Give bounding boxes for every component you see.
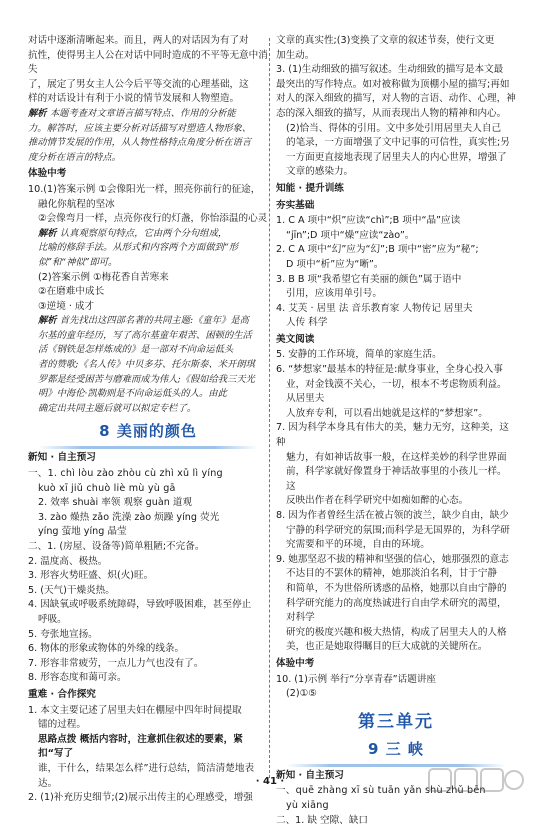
- text-line: [276, 687, 516, 702]
- line-text: 首先找出这四部名著的共同主题:《童年》是高: [60, 315, 249, 326]
- text-line: [28, 628, 268, 643]
- line-text: 本题考查对文章语言描写特点、作用的分析能: [50, 108, 236, 119]
- text-line: [276, 273, 516, 288]
- left-block-2: [28, 451, 268, 805]
- line-text: 5. (天气)干燥炎热。: [28, 585, 115, 596]
- line-text: 业，对金钱漠不关心，一切，根本不考虑物质利益。从居里夫: [286, 379, 507, 405]
- chapter-title-band: [38, 446, 258, 449]
- line-text: 新知 · 自主预习: [276, 770, 344, 781]
- line-text: 2. C A 项中“幻”应为“幻”;B 项中“密”应为“秘”;: [276, 244, 479, 255]
- line-label: 思路点拨: [38, 734, 80, 745]
- text-line: [28, 613, 268, 628]
- text-line: [276, 567, 516, 582]
- line-text: 引用，应该用单引号。: [286, 288, 382, 299]
- line-text: 反映出作者在科学研究中如痴如醉的心态。: [286, 495, 468, 506]
- text-line: [276, 316, 516, 331]
- line-text: ③逆境 · 成才: [38, 301, 94, 312]
- text-line: [28, 482, 268, 497]
- line-text: 3. zào 燥热 zǎo 洗澡 zào 烦躁 yíng 荧光: [38, 512, 219, 523]
- line-text: 3. B B 项“我希望它有美丽的颜色”属于语中: [276, 274, 461, 285]
- line-label: 解析: [38, 228, 60, 239]
- line-text: 确定出共同主题后就可以拟定专栏了。: [38, 403, 196, 414]
- unit-title: 第三单元: [276, 710, 516, 734]
- line-text: 4. 艾芙 · 居里 法 音乐教育家 人物传记 居里夫: [276, 303, 473, 314]
- line-text: 了，展定了男女主人公今后平等交流的心理基础，这: [28, 79, 249, 90]
- line-text: 10. (1)示例 举行“分享青春”话题讲座: [276, 674, 436, 685]
- text-line: [28, 671, 268, 686]
- text-line: [276, 553, 516, 568]
- text-line: [28, 78, 268, 93]
- text-line: [276, 136, 516, 151]
- line-text: 镭的过程。: [38, 719, 86, 730]
- text-line: [276, 421, 516, 450]
- line-text: 研究的极度兴趣和极大热情，构成了居里夫人的人格: [286, 627, 507, 638]
- text-line: [28, 555, 268, 570]
- column-divider: [269, 38, 270, 778]
- text-line: [276, 494, 516, 509]
- line-text: 1. 本文主要记述了居里夫妇在棚屋中四年时间提取: [28, 705, 242, 716]
- text-line: [28, 271, 268, 286]
- line-text: 1. C A 项中“炽”应读“chì”;B 项中“晶”应读: [276, 215, 460, 226]
- line-text: ②在磨难中成长: [38, 286, 104, 297]
- text-line: [276, 451, 516, 466]
- left-block-1: [28, 34, 268, 416]
- watermark-logo: [428, 766, 524, 794]
- section-heading: [28, 167, 268, 182]
- section-heading: [276, 657, 516, 672]
- text-line: [28, 642, 268, 657]
- right-block-1: [276, 34, 516, 702]
- line-text: 4. 因缺氧或呼吸系统障碍，导致呼吸困难，甚至停止: [28, 599, 251, 610]
- line-text: 6. “梦想家”最基本的特征是:献身事业，全身心投入事: [276, 364, 503, 375]
- left-column: [28, 34, 268, 806]
- line-text: D 项中“析”应为“晰”。: [286, 259, 383, 270]
- line-text: 美文阅读: [276, 334, 314, 345]
- text-line: [276, 34, 516, 49]
- line-text: 不达目的不罢休的精神，她那淡泊名利，甘于宁静: [286, 568, 497, 579]
- text-line: [28, 256, 268, 271]
- lesson-title: 9 三 峡: [276, 738, 516, 760]
- line-text: 最突出的写作特点。如对被称做为顶棚小屋的描写;再如: [276, 79, 509, 90]
- line-text: 一、quē zhàng xī sù tuān yǎn shù zhǔ bēn: [276, 785, 486, 796]
- text-line: [276, 49, 516, 64]
- line-text: 推动情节发展的作用，从人物性格特点角度分析在语言: [28, 137, 251, 148]
- line-text: 比喻的修辞手法。从形式和内容两个方面做到“形: [38, 242, 238, 253]
- text-line: [276, 509, 516, 524]
- section-heading: [276, 199, 516, 214]
- line-text: 前，科学家就好像置身于神话故事里的小孩儿一样。这: [286, 466, 507, 492]
- line-text: 10.(1)答案示例 ①会像阳光一样，照亮你前行的征途，: [28, 184, 260, 195]
- line-text: 8. 因为作者曾经生活在被占领的波兰，缺少自由，缺少: [276, 510, 509, 521]
- text-line: [28, 373, 268, 388]
- line-text: 谁，干什么，结果怎么样”进行总结，简洁清楚地表达。: [38, 763, 254, 789]
- line-text: (2)①⑤: [286, 688, 317, 699]
- text-line: [28, 467, 268, 482]
- text-line: [276, 165, 516, 180]
- line-text: 态的深入细致的描写，从而表现出人物的精神和内心。: [276, 108, 506, 119]
- line-text: 抗性，使得男主人公在对话中同时造成的不平等无意中消失: [28, 50, 268, 76]
- line-text: 9. 她那坚忍不拔的精神和坚强的信心，她那强烈的意志: [276, 554, 509, 565]
- line-text: 对话中逐渐清晰起来。而且，两人的对话因为有了对: [28, 35, 249, 46]
- text-line: [28, 285, 268, 300]
- text-line: [276, 640, 516, 655]
- text-line: [276, 524, 516, 539]
- line-text: 一方面更直接地表现了居里夫人的内心世界，增强了: [286, 152, 507, 163]
- line-text: 明》中海伦·凯勒则是不向命运低头的人。由此: [38, 388, 227, 399]
- line-text: 对人的深入细致的描写，对人物的言语、动作、心理，神: [276, 93, 516, 104]
- text-line: [276, 214, 516, 229]
- line-text: “jīn”;D 项中“燥”应读“zào”。: [286, 230, 414, 241]
- line-text: 一、1. chì lòu zào zhòu cù zhì xǔ lì yíng: [28, 468, 223, 479]
- text-line: [28, 92, 268, 107]
- line-label: 解析: [28, 108, 50, 119]
- text-line: [28, 496, 268, 511]
- line-text: 人传 科学: [286, 317, 327, 328]
- line-text: 度分析在语言的特点。: [28, 152, 121, 163]
- line-text: 罗都是经受困苦与磨难而成为伟人;《假如给我三天光: [38, 374, 255, 385]
- line-text: yíng 萤地 yíng 晶莹: [38, 526, 127, 537]
- text-line: [276, 673, 516, 688]
- page-number: · 41 ·: [0, 776, 540, 787]
- text-line: [28, 791, 268, 806]
- line-text: 活《钢铁是怎样炼成的》是一部对不向命运低头: [38, 344, 233, 355]
- text-line: [28, 358, 268, 373]
- text-line: [28, 183, 268, 198]
- text-line: [28, 227, 268, 242]
- section-heading: [28, 688, 268, 703]
- line-text: 新知 · 自主预习: [28, 452, 96, 463]
- text-line: [28, 733, 268, 762]
- text-line: [28, 212, 268, 227]
- text-line: [276, 287, 516, 302]
- chapter-title: 8 美丽的颜色: [28, 420, 268, 442]
- text-line: [28, 598, 268, 613]
- line-text: 美，也正是她取得瞩目的巨大成就的关键所在。: [286, 641, 487, 652]
- text-line: [276, 378, 516, 407]
- line-text: 二、1. (房屋、设备等)简单粗陋;不完备。: [28, 541, 204, 552]
- line-text: 魅力，有如神话故事一般，在这样美妙的科学世界面: [286, 452, 507, 463]
- text-line: [276, 363, 516, 378]
- text-line: [276, 243, 516, 258]
- line-text: 呼吸。: [38, 614, 67, 625]
- section-heading: [276, 333, 516, 348]
- line-text: kuò xī jiǔ chuò liè mù yù gā: [38, 483, 176, 494]
- text-line: [28, 49, 268, 78]
- text-line: [28, 329, 268, 344]
- text-line: [28, 241, 268, 256]
- right-column: [276, 34, 516, 828]
- line-text: 概括内容时，注意抓住叙述的要素，紧扣“写了: [38, 734, 243, 760]
- line-text: 5. 安静的工作环境，简单的家庭生活。: [276, 349, 442, 360]
- text-line: [28, 402, 268, 417]
- line-text: 者的赞歌;《名人传》中贝多芬、托尔斯泰、米开朗琪: [38, 359, 255, 370]
- text-line: [276, 78, 516, 93]
- line-text: 认真观察原句特点，它由两个分句组成，: [60, 228, 227, 239]
- line-text: 融化你航程的坚冰: [38, 199, 115, 210]
- text-line: [28, 107, 268, 122]
- line-text: 加生动。: [276, 50, 314, 61]
- text-line: [28, 387, 268, 402]
- line-text: 8. 形容态度和蔼可亲。: [28, 672, 127, 683]
- line-text: (2)答案示例 ①梅花香自苦寒来: [38, 272, 169, 283]
- text-line: [276, 348, 516, 363]
- text-line: [28, 151, 268, 166]
- line-text: 夯实基础: [276, 200, 314, 211]
- line-text: ②会像弯月一样，点亮你夜行的灯盏，你怡添温的心灵: [38, 213, 267, 224]
- line-text: 2. 效率 shuài 率领 观察 guàn 道观: [38, 497, 192, 508]
- text-line: [276, 626, 516, 641]
- text-line: [28, 704, 268, 719]
- line-text: 似”和“神似”即可。: [38, 257, 117, 268]
- line-text: 文章的感染力。: [286, 166, 353, 177]
- line-text: 体验中考: [276, 658, 314, 669]
- line-text: 知能 · 提升训练: [276, 183, 344, 194]
- text-line: [276, 814, 516, 828]
- text-line: [276, 229, 516, 244]
- line-text: 科学研究能力的高度热诚进行自由学术研究的渴望，对科学: [286, 598, 507, 624]
- line-text: 3. (1)生动细致的描写叙述。生动细致的描写是本文最: [276, 64, 503, 75]
- text-line: [276, 407, 516, 422]
- text-line: [28, 657, 268, 672]
- text-line: [28, 198, 268, 213]
- text-line: [28, 569, 268, 584]
- line-text: 究需要和平的环境，自由的环境。: [286, 539, 430, 550]
- line-text: yù xiāng: [286, 800, 329, 811]
- line-text: 二、1. 缺 空隙、缺口: [276, 815, 368, 826]
- text-line: [28, 540, 268, 555]
- line-text: 人放弃专利，可以看出她就是这样的“梦想家”。: [286, 408, 488, 419]
- text-line: [276, 465, 516, 494]
- line-text: 2. (1)补充历史细节;(2)展示出传主的心理感受，增强: [28, 792, 253, 803]
- line-text: 尔基的童年经历，写了高尔基童年艰苦、困顿的生活: [38, 330, 252, 341]
- text-line: [28, 136, 268, 151]
- line-text: 体验中考: [28, 168, 66, 179]
- text-line: [28, 314, 268, 329]
- text-line: [28, 122, 268, 137]
- text-line: [276, 582, 516, 597]
- text-line: [276, 538, 516, 553]
- text-line: [28, 343, 268, 358]
- text-line: [276, 63, 516, 78]
- text-line: [276, 92, 516, 107]
- text-line: [276, 597, 516, 626]
- line-text: 样的对话设计有利于小说的情节发展和人物塑造。: [28, 93, 239, 104]
- text-line: [28, 34, 268, 49]
- text-line: [276, 799, 516, 814]
- text-line: [28, 584, 268, 599]
- text-line: [276, 258, 516, 273]
- line-label: 解析: [38, 315, 60, 326]
- text-line: [276, 151, 516, 166]
- text-line: [28, 300, 268, 315]
- line-text: 7. 形容非常疲劳，一点儿力气也没有了。: [28, 658, 203, 669]
- line-text: 重难 · 合作探究: [28, 689, 96, 700]
- line-text: 2. 温度高、极热。: [28, 556, 107, 567]
- text-line: [28, 511, 268, 526]
- line-text: (2)恰当、得体的引用。文中多处引用居里夫人自己: [286, 123, 501, 134]
- text-line: [28, 525, 268, 540]
- line-text: 7. 因为科学本身具有伟大的美，魅力无穷，这种美，这种: [276, 422, 509, 448]
- line-text: 6. 物体的形象或物体的外缘的线条。: [28, 643, 184, 654]
- line-text: 的笔录，一方面增强了文中记事的可信性，真实性;另: [286, 137, 510, 148]
- text-line: [276, 107, 516, 122]
- line-text: 和简单，不为世俗所诱惑的品格，她那以自由宁静的: [286, 583, 507, 594]
- text-line: [276, 302, 516, 317]
- line-text: 文章的真实性;(3)变换了文章的叙述节奏，使行文更: [276, 35, 494, 46]
- line-text: 力。解答时，应该主要分析对话描写对塑造人物形象、: [28, 123, 251, 134]
- section-heading: [276, 182, 516, 197]
- line-text: 3. 形容火势旺盛、炽(火)旺。: [28, 570, 153, 581]
- line-text: 5. 夸张地宣扬。: [28, 629, 98, 640]
- text-line: [28, 718, 268, 733]
- line-text: 宁静的科学研究的氛围;而科学是无国界的，为科学研: [286, 525, 510, 536]
- section-heading: [28, 451, 268, 466]
- text-line: [276, 122, 516, 137]
